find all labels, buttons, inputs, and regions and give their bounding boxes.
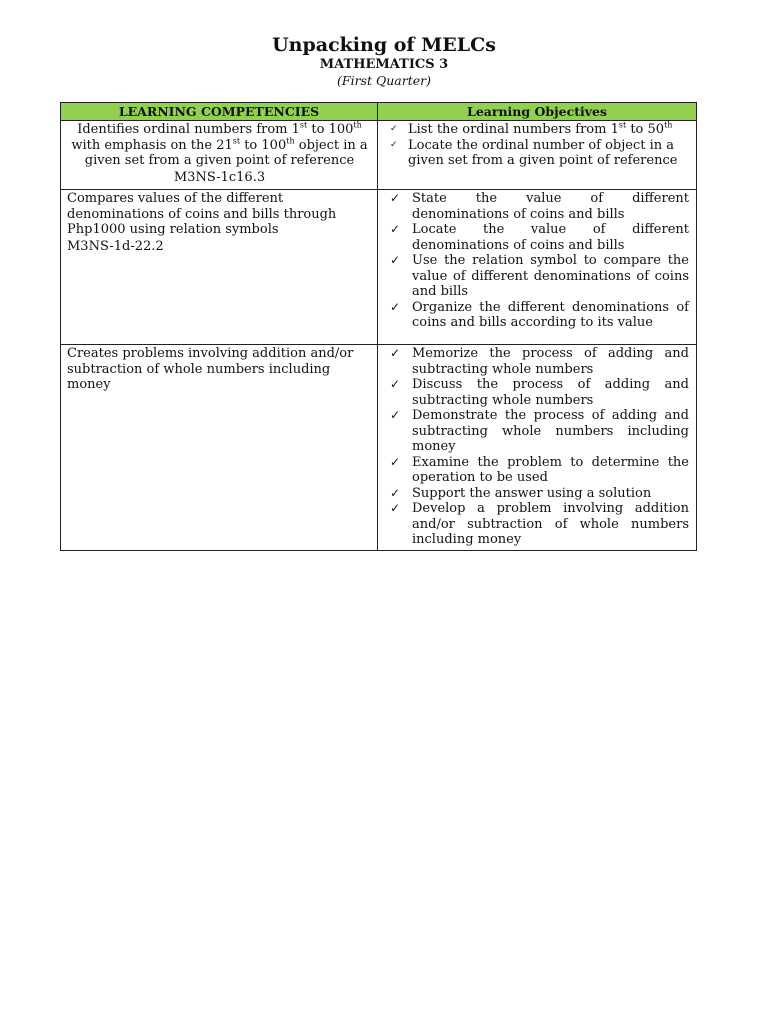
melc-table [60,102,697,551]
check-icon: ✓ [390,408,401,422]
objective-item: ✓ Demonstrate the process of adding and subtracting whole numbers including money [390,408,689,454]
table-row [61,345,697,551]
header-learning-objectives: Learning Objectives [378,103,697,121]
objective-item: ✓ Develop a problem involving addition and/or subtraction of whole numbers including money [390,501,689,547]
objectives-cell [378,345,697,551]
objective-item: ✓ Organize the different denominations of coins and bills according to its value [390,299,689,330]
competency-text: Identifies ordinal numbers from 1st to 100th with emphasis on the 21st to 100th object in a given set from a given point of reference [71,120,368,168]
check-icon: ✓ [390,253,401,267]
competency-cell [61,121,378,190]
subject-title: MATHEMATICS 3 [319,57,449,72]
competency-text: Creates problems involving addition and/or subtraction of whole numbers including money [67,346,354,392]
check-icon: ✓ [390,377,401,391]
objectives-cell [378,190,697,345]
quarter-label: (First Quarter) [337,73,431,88]
check-icon: ✓ [390,191,401,205]
document-header [0,34,768,89]
check-icon: ✓ [390,485,401,500]
table-header-row [61,103,697,121]
check-icon: ✓ [390,124,398,134]
objective-item: ✓ Discuss the process of adding and subtracting whole numbers [390,377,689,408]
competency-cell [61,345,378,551]
header-learning-competencies: LEARNING COMPETENCIES [61,103,378,121]
check-icon: ✓ [390,501,401,515]
objective-item: ✓ Memorize the process of adding and subtracting whole numbers [390,346,689,377]
competency-code: M3NS-1c16.3 [173,169,266,185]
competency-code: M3NS-1d-22.2 [67,238,164,254]
objective-item: ✓ Use the relation symbol to compare the value of different denominations of coins and bills [390,253,689,299]
competency-cell [61,190,378,345]
competency-text: Compares values of the different denominations of coins and bills through Php1000 using relation symbols [67,191,337,237]
objective-item: ✓ Examine the problem to determine the operation to be used [390,454,689,485]
objective-item: ✓ Support the answer using a solution [390,485,652,501]
objective-item: ✓ List the ordinal numbers from 1st to 50th [390,120,673,137]
objective-item: ✓ State the value of different denominations of coins and bills [390,191,689,222]
check-icon: ✓ [390,139,398,150]
objective-item: ✓ Locate the ordinal number of object in a given set from a given point of reference [390,137,678,168]
check-icon: ✓ [390,454,401,469]
table-row [61,190,697,345]
objective-item: ✓ Locate the value of different denominations of coins and bills [390,222,689,253]
table-row [61,121,697,190]
check-icon: ✓ [390,222,401,236]
objectives-cell [378,121,697,190]
check-icon: ✓ [390,346,401,360]
document-title: Unpacking of MELCs [272,34,496,56]
check-icon: ✓ [390,299,401,314]
